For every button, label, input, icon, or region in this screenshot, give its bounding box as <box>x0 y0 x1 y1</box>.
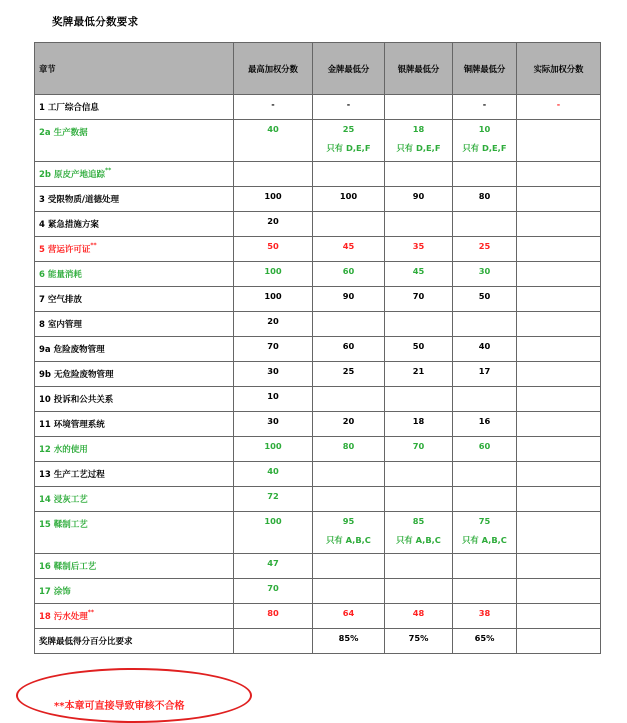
silver-score-cell <box>385 95 453 120</box>
gold-score-value: 80 <box>342 441 355 451</box>
critical-chapter-mark: ** <box>90 242 97 249</box>
chapter-cell <box>35 312 234 337</box>
grade-restriction-note: 只有 D,E,F <box>326 143 371 153</box>
silver-score-cell <box>385 387 453 412</box>
bronze-score-cell <box>453 554 517 579</box>
table-row <box>35 312 601 337</box>
grade-restriction-note: 只有 A,B,C <box>396 535 441 545</box>
max-score-cell <box>234 237 313 262</box>
critical-chapter-mark: ** <box>87 609 95 616</box>
gold-score-cell <box>313 412 385 437</box>
silver-score-cell <box>385 512 453 554</box>
silver-score-cell <box>385 162 453 187</box>
max-score-cell <box>234 337 313 362</box>
actual-score-cell <box>517 629 601 654</box>
actual-score-cell <box>517 187 601 212</box>
chapter-cell <box>35 412 234 437</box>
chapter-cell <box>35 212 234 237</box>
bronze-score-cell <box>453 412 517 437</box>
chapter-cell <box>35 462 234 487</box>
silver-score-cell <box>385 262 453 287</box>
chapter-cell <box>35 604 234 629</box>
table-row <box>35 187 601 212</box>
gold-score-value: 60 <box>342 266 355 276</box>
table-row <box>35 287 601 312</box>
silver-score-cell <box>385 212 453 237</box>
chapter-cell <box>35 237 234 262</box>
chapter-cell <box>35 437 234 462</box>
actual-score-cell <box>517 287 601 312</box>
gold-score-cell <box>313 162 385 187</box>
gold-score-cell <box>313 604 385 629</box>
actual-score-cell <box>517 512 601 554</box>
chapter-cell <box>35 362 234 387</box>
max-score-value: 40 <box>267 124 279 134</box>
silver-score-value: 18 <box>412 416 425 426</box>
silver-score-cell <box>385 337 453 362</box>
table-row <box>35 462 601 487</box>
silver-score-value: 35 <box>412 241 425 251</box>
max-score-cell <box>234 579 313 604</box>
bronze-score-cell <box>453 95 517 120</box>
table-row <box>35 120 601 162</box>
max-score-value: 100 <box>264 191 282 201</box>
max-score-cell <box>234 554 313 579</box>
chapter-cell <box>35 554 234 579</box>
bronze-score-value: 50 <box>478 291 491 301</box>
bronze-score-value: - <box>482 99 487 109</box>
silver-score-cell <box>385 487 453 512</box>
chapter-label: 15 鞣制工艺 <box>39 520 88 530</box>
max-score-cell <box>234 487 313 512</box>
gold-score-value: 20 <box>342 416 355 426</box>
chapter-cell <box>35 120 234 162</box>
chapter-label: 11 环境管理系统 <box>39 420 105 430</box>
bronze-score-value: 65% <box>474 633 495 643</box>
max-score-value: 20 <box>267 216 279 226</box>
actual-score-cell <box>517 337 601 362</box>
max-score-value: 100 <box>264 291 282 301</box>
chapter-cell <box>35 262 234 287</box>
chapter-cell <box>35 512 234 554</box>
max-score-cell <box>234 437 313 462</box>
chapter-label: 13 生产工艺过程 <box>39 470 105 480</box>
chapter-cell <box>35 287 234 312</box>
chapter-cell <box>35 162 234 187</box>
max-score-cell <box>234 212 313 237</box>
actual-score-cell <box>517 95 601 120</box>
actual-score-cell <box>517 554 601 579</box>
max-score-cell <box>234 387 313 412</box>
bronze-score-cell <box>453 387 517 412</box>
max-score-value: 30 <box>267 416 279 426</box>
gold-score-value: 25 <box>342 124 355 134</box>
silver-score-value: 50 <box>412 341 425 351</box>
actual-score-value: - <box>556 99 561 109</box>
bronze-score-cell <box>453 437 517 462</box>
chapter-label: 9a 危险废物管理 <box>39 345 105 355</box>
max-score-cell <box>234 604 313 629</box>
silver-score-cell <box>385 437 453 462</box>
actual-score-cell <box>517 579 601 604</box>
max-score-cell <box>234 312 313 337</box>
max-score-cell <box>234 629 313 654</box>
chapter-cell <box>35 337 234 362</box>
chapter-label: 17 涂饰 <box>39 587 71 597</box>
medal-score-table <box>34 42 601 654</box>
gold-score-cell <box>313 95 385 120</box>
gold-score-value: 45 <box>342 241 355 251</box>
bronze-score-cell <box>453 337 517 362</box>
chapter-label: 18 污水处理 <box>39 612 88 622</box>
bronze-score-cell <box>453 604 517 629</box>
gold-score-value: 95 <box>342 516 355 526</box>
max-score-value: 30 <box>267 366 279 376</box>
table-row <box>35 337 601 362</box>
max-score-cell <box>234 120 313 162</box>
max-score-cell <box>234 262 313 287</box>
gold-score-value: 64 <box>342 608 355 618</box>
chapter-label: 7 空气排放 <box>39 295 82 305</box>
silver-score-cell <box>385 462 453 487</box>
bronze-score-cell <box>453 287 517 312</box>
bronze-score-cell <box>453 237 517 262</box>
bronze-score-value: 75 <box>478 516 491 526</box>
table-row <box>35 512 601 554</box>
bronze-score-value: 30 <box>478 266 491 276</box>
max-score-cell <box>234 462 313 487</box>
gold-score-cell <box>313 237 385 262</box>
chapter-cell <box>35 487 234 512</box>
gold-score-cell <box>313 287 385 312</box>
silver-score-cell <box>385 412 453 437</box>
silver-score-value: 45 <box>412 266 425 276</box>
table-row <box>35 212 601 237</box>
table-row <box>35 437 601 462</box>
critical-chapter-mark: ** <box>104 167 112 174</box>
header-bronze-min: 铜牌最低分 <box>453 43 517 95</box>
max-score-value: 70 <box>267 341 279 351</box>
gold-score-cell <box>313 212 385 237</box>
header-max-weighted: 最高加权分数 <box>234 43 313 95</box>
silver-score-cell <box>385 629 453 654</box>
bronze-score-value: 16 <box>478 416 491 426</box>
actual-score-cell <box>517 487 601 512</box>
chapter-cell <box>35 95 234 120</box>
chapter-cell <box>35 187 234 212</box>
chapter-label: 1 工厂综合信息 <box>39 103 99 113</box>
silver-score-cell <box>385 554 453 579</box>
grade-restriction-note: 只有 D,E,F <box>396 143 441 153</box>
gold-score-cell <box>313 579 385 604</box>
max-score-value: 10 <box>267 391 279 401</box>
max-score-value: 40 <box>267 466 279 476</box>
gold-score-cell <box>313 337 385 362</box>
actual-score-cell <box>517 237 601 262</box>
silver-score-value: 85 <box>412 516 425 526</box>
actual-score-cell <box>517 312 601 337</box>
chapter-label: 3 受限物质/道德处理 <box>39 195 119 205</box>
silver-score-cell <box>385 237 453 262</box>
actual-score-cell <box>517 387 601 412</box>
chapter-label: 9b 无危险废物管理 <box>39 370 114 380</box>
gold-score-cell <box>313 387 385 412</box>
gold-score-cell <box>313 262 385 287</box>
header-gold-min: 金牌最低分 <box>313 43 385 95</box>
bronze-score-value: 17 <box>478 366 491 376</box>
actual-score-cell <box>517 604 601 629</box>
bronze-score-value: 38 <box>478 608 491 618</box>
bronze-score-cell <box>453 162 517 187</box>
bronze-score-cell <box>453 579 517 604</box>
highlight-ellipse <box>16 668 252 723</box>
max-score-cell <box>234 162 313 187</box>
chapter-cell <box>35 387 234 412</box>
chapter-label: 2a 生产数据 <box>39 128 88 138</box>
bronze-score-value: 60 <box>478 441 491 451</box>
chapter-label: 14 浸灰工艺 <box>39 495 88 505</box>
silver-score-cell <box>385 120 453 162</box>
actual-score-cell <box>517 162 601 187</box>
actual-score-cell <box>517 120 601 162</box>
gold-score-cell <box>313 487 385 512</box>
table-row <box>35 604 601 629</box>
silver-score-value: 70 <box>412 291 425 301</box>
grade-restriction-note: 只有 A,B,C <box>326 535 371 545</box>
table-row <box>35 162 601 187</box>
max-score-value: 80 <box>267 608 279 618</box>
silver-score-cell <box>385 604 453 629</box>
chapter-label: 6 能量消耗 <box>39 270 82 280</box>
silver-score-cell <box>385 362 453 387</box>
gold-score-cell <box>313 312 385 337</box>
silver-score-cell <box>385 312 453 337</box>
chapter-label: 8 室内管理 <box>39 320 82 330</box>
footnote: **本章可直接导致审核不合格 <box>54 701 185 712</box>
table-row <box>35 237 601 262</box>
bronze-score-cell <box>453 187 517 212</box>
max-score-value: 100 <box>264 516 282 526</box>
table-row <box>35 262 601 287</box>
gold-score-value: - <box>346 99 351 109</box>
grade-restriction-note: 只有 D,E,F <box>462 143 507 153</box>
gold-score-cell <box>313 512 385 554</box>
gold-score-value: 100 <box>339 191 358 201</box>
gold-score-cell <box>313 629 385 654</box>
silver-score-value: 90 <box>412 191 425 201</box>
max-score-cell <box>234 95 313 120</box>
bronze-score-value: 25 <box>478 241 491 251</box>
gold-score-value: 60 <box>342 341 355 351</box>
bronze-score-cell <box>453 629 517 654</box>
bronze-score-cell <box>453 262 517 287</box>
actual-score-cell <box>517 462 601 487</box>
chapter-label: 5 营运许可证 <box>39 245 91 255</box>
silver-score-value: 75% <box>408 633 429 643</box>
gold-score-value: 25 <box>342 366 355 376</box>
bronze-score-cell <box>453 512 517 554</box>
max-score-value: 72 <box>267 491 279 501</box>
gold-score-cell <box>313 462 385 487</box>
silver-score-value: 21 <box>412 366 425 376</box>
chapter-label: 2b 原皮产地追踪 <box>39 170 105 180</box>
max-score-cell <box>234 362 313 387</box>
silver-score-cell <box>385 187 453 212</box>
gold-score-cell <box>313 120 385 162</box>
grade-restriction-note: 只有 A,B,C <box>462 535 507 545</box>
silver-score-value: 70 <box>412 441 425 451</box>
bronze-score-cell <box>453 487 517 512</box>
silver-score-cell <box>385 287 453 312</box>
table-row <box>35 629 601 654</box>
actual-score-cell <box>517 437 601 462</box>
max-score-cell <box>234 187 313 212</box>
gold-score-cell <box>313 362 385 387</box>
silver-score-value: 48 <box>412 608 425 618</box>
max-score-cell <box>234 512 313 554</box>
actual-score-cell <box>517 412 601 437</box>
chapter-label: 4 紧急措施方案 <box>39 220 99 230</box>
table-header-row <box>35 43 601 95</box>
page-title: 奖牌最低分数要求 <box>52 16 139 28</box>
header-silver-min: 银牌最低分 <box>385 43 453 95</box>
bronze-score-cell <box>453 312 517 337</box>
chapter-cell <box>35 579 234 604</box>
table-row <box>35 554 601 579</box>
bronze-score-cell <box>453 212 517 237</box>
bronze-score-cell <box>453 462 517 487</box>
header-chapter: 章节 <box>35 43 234 95</box>
header-actual-weighted: 实际加权分数 <box>517 43 601 95</box>
chapter-label: 10 投诉和公共关系 <box>39 395 114 405</box>
bronze-score-value: 40 <box>478 341 491 351</box>
bronze-score-cell <box>453 120 517 162</box>
max-score-value: - <box>271 99 275 109</box>
table-row <box>35 487 601 512</box>
silver-score-cell <box>385 579 453 604</box>
max-score-cell <box>234 287 313 312</box>
table-row <box>35 95 601 120</box>
actual-score-cell <box>517 362 601 387</box>
bronze-score-value: 80 <box>478 191 491 201</box>
gold-score-value: 90 <box>342 291 355 301</box>
table-row <box>35 362 601 387</box>
max-score-value: 47 <box>267 558 279 568</box>
max-score-value: 100 <box>264 266 282 276</box>
bronze-score-cell <box>453 362 517 387</box>
silver-score-value: 18 <box>412 124 425 134</box>
table-row <box>35 579 601 604</box>
chapter-label: 12 水的使用 <box>39 445 88 455</box>
table-row <box>35 387 601 412</box>
max-score-value: 20 <box>267 316 279 326</box>
chapter-cell <box>35 629 234 654</box>
actual-score-cell <box>517 212 601 237</box>
gold-score-cell <box>313 554 385 579</box>
max-score-value: 70 <box>267 583 279 593</box>
max-score-cell <box>234 412 313 437</box>
max-score-value: 50 <box>267 241 279 251</box>
chapter-label: 奖牌最低得分百分比要求 <box>39 637 133 647</box>
table-row <box>35 412 601 437</box>
gold-score-cell <box>313 437 385 462</box>
bronze-score-value: 10 <box>478 124 491 134</box>
chapter-label: 16 鞣制后工艺 <box>39 562 97 572</box>
actual-score-cell <box>517 262 601 287</box>
gold-score-cell <box>313 187 385 212</box>
gold-score-value: 85% <box>338 633 359 643</box>
max-score-value: 100 <box>264 441 282 451</box>
